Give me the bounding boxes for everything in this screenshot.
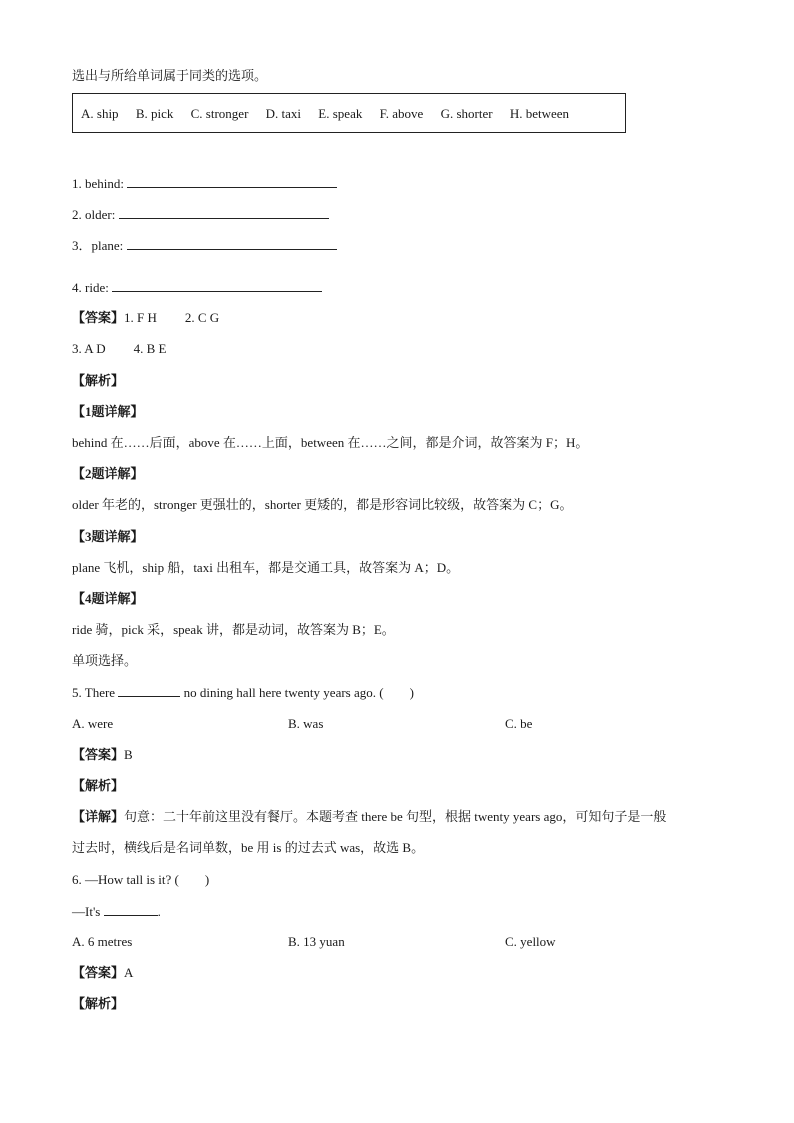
question-5-analysis-tag: 【解析】 <box>72 778 125 793</box>
detail-2-text: older 年老的，stronger 更强壮的，shorter 更矮的，都是形容词比较级，故答案为 C；G。 <box>72 497 573 512</box>
question-6-answer <box>72 965 133 981</box>
detail-1-head: 【1题详解】 <box>72 404 144 419</box>
question-5-option-b: B. was <box>288 716 324 731</box>
answer-1: 1. F H <box>124 310 157 325</box>
option-e: E. speak <box>318 106 363 121</box>
question-6-blank <box>104 903 158 916</box>
detail-4-text: ride 骑，pick 采，speak 讲，都是动词，故答案为 B；E。 <box>72 622 395 637</box>
question-6-option-b: B. 13 yuan <box>288 934 345 949</box>
question-4-label: 4. ride: <box>72 280 109 295</box>
detail-3-text: plane 飞机，ship 船，taxi 出租车，都是交通工具，故答案为 A；D。 <box>72 560 460 575</box>
detail-1-text: behind 在……后面，above 在……上面，between 在……之间，都是介词，故答案为 F；H。 <box>72 435 589 450</box>
options-box <box>72 93 626 133</box>
question-5-answer-value: B <box>124 747 133 762</box>
option-h: H. between <box>509 106 570 121</box>
section-2-title: 单项选择。 <box>72 653 138 668</box>
option-g: G. shorter <box>440 106 493 121</box>
detail-3-head: 【3题详解】 <box>72 529 144 544</box>
option-b: B. pick <box>135 106 174 121</box>
answer-line-1 <box>72 310 219 326</box>
question-1-label: 1. behind: <box>72 176 124 191</box>
question-5-blank <box>118 684 180 697</box>
question-6-reply-post: . <box>157 904 161 919</box>
question-5-option-c: C. be <box>505 716 533 731</box>
answer-2: 2. C G <box>184 310 220 325</box>
question-3-label: 3．plane: <box>72 238 124 253</box>
question-2 <box>72 206 329 223</box>
answer-tag: 【答案】 <box>72 310 125 325</box>
question-1 <box>72 175 337 192</box>
question-6-reply <box>72 903 161 920</box>
question-5-stem-pre: 5. There <box>72 685 116 700</box>
answer-blank-1 <box>127 175 337 188</box>
answer-blank-3 <box>127 237 337 250</box>
question-6: 6. —How tall is it? ( ) <box>72 872 210 887</box>
option-a: A. ship <box>81 106 119 121</box>
answer-tag: 【答案】 <box>72 747 125 762</box>
answer-line-2 <box>72 341 166 357</box>
question-5-detail-line-1 <box>72 809 666 825</box>
question-6-reply-pre: —It's <box>72 904 101 919</box>
question-3 <box>72 237 337 254</box>
question-5-stem-post: no dining hall here twenty years ago. ( ) <box>183 685 414 700</box>
option-d: D. taxi <box>265 106 302 121</box>
option-f: F. above <box>379 106 424 121</box>
question-6-answer-value: A <box>124 965 134 980</box>
question-2-label: 2. older: <box>72 207 116 222</box>
question-6-analysis-tag: 【解析】 <box>72 996 125 1011</box>
question-5-option-a: A. were <box>72 716 114 731</box>
detail-2-head: 【2题详解】 <box>72 466 144 481</box>
answer-4: 4. B E <box>133 341 167 356</box>
answer-tag: 【答案】 <box>72 965 125 980</box>
question-5-detail-text-1: 句意：二十年前这里没有餐厅。本题考查 there be 句型，根据 twenty years ago，可知句子是一般 <box>124 809 667 824</box>
analysis-tag: 【解析】 <box>72 373 125 388</box>
detail-tag: 【详解】 <box>72 809 125 824</box>
question-5-answer <box>72 747 133 763</box>
question-5 <box>72 684 414 701</box>
question-5-detail-line-2: 过去时，横线后是名词单数，be 用 is 的过去式 was，故选 B。 <box>72 840 425 855</box>
option-c: C. stronger <box>190 106 249 121</box>
question-6-option-a: A. 6 metres <box>72 934 133 949</box>
answer-blank-4 <box>112 279 322 292</box>
options-row <box>81 106 569 122</box>
answer-3: 3. A D <box>72 341 106 356</box>
question-4 <box>72 279 322 296</box>
detail-4-head: 【4题详解】 <box>72 591 144 606</box>
instruction-text: 选出与所给单词属于同类的选项。 <box>72 68 268 83</box>
answer-blank-2 <box>119 206 329 219</box>
question-6-option-c: C. yellow <box>505 934 556 949</box>
